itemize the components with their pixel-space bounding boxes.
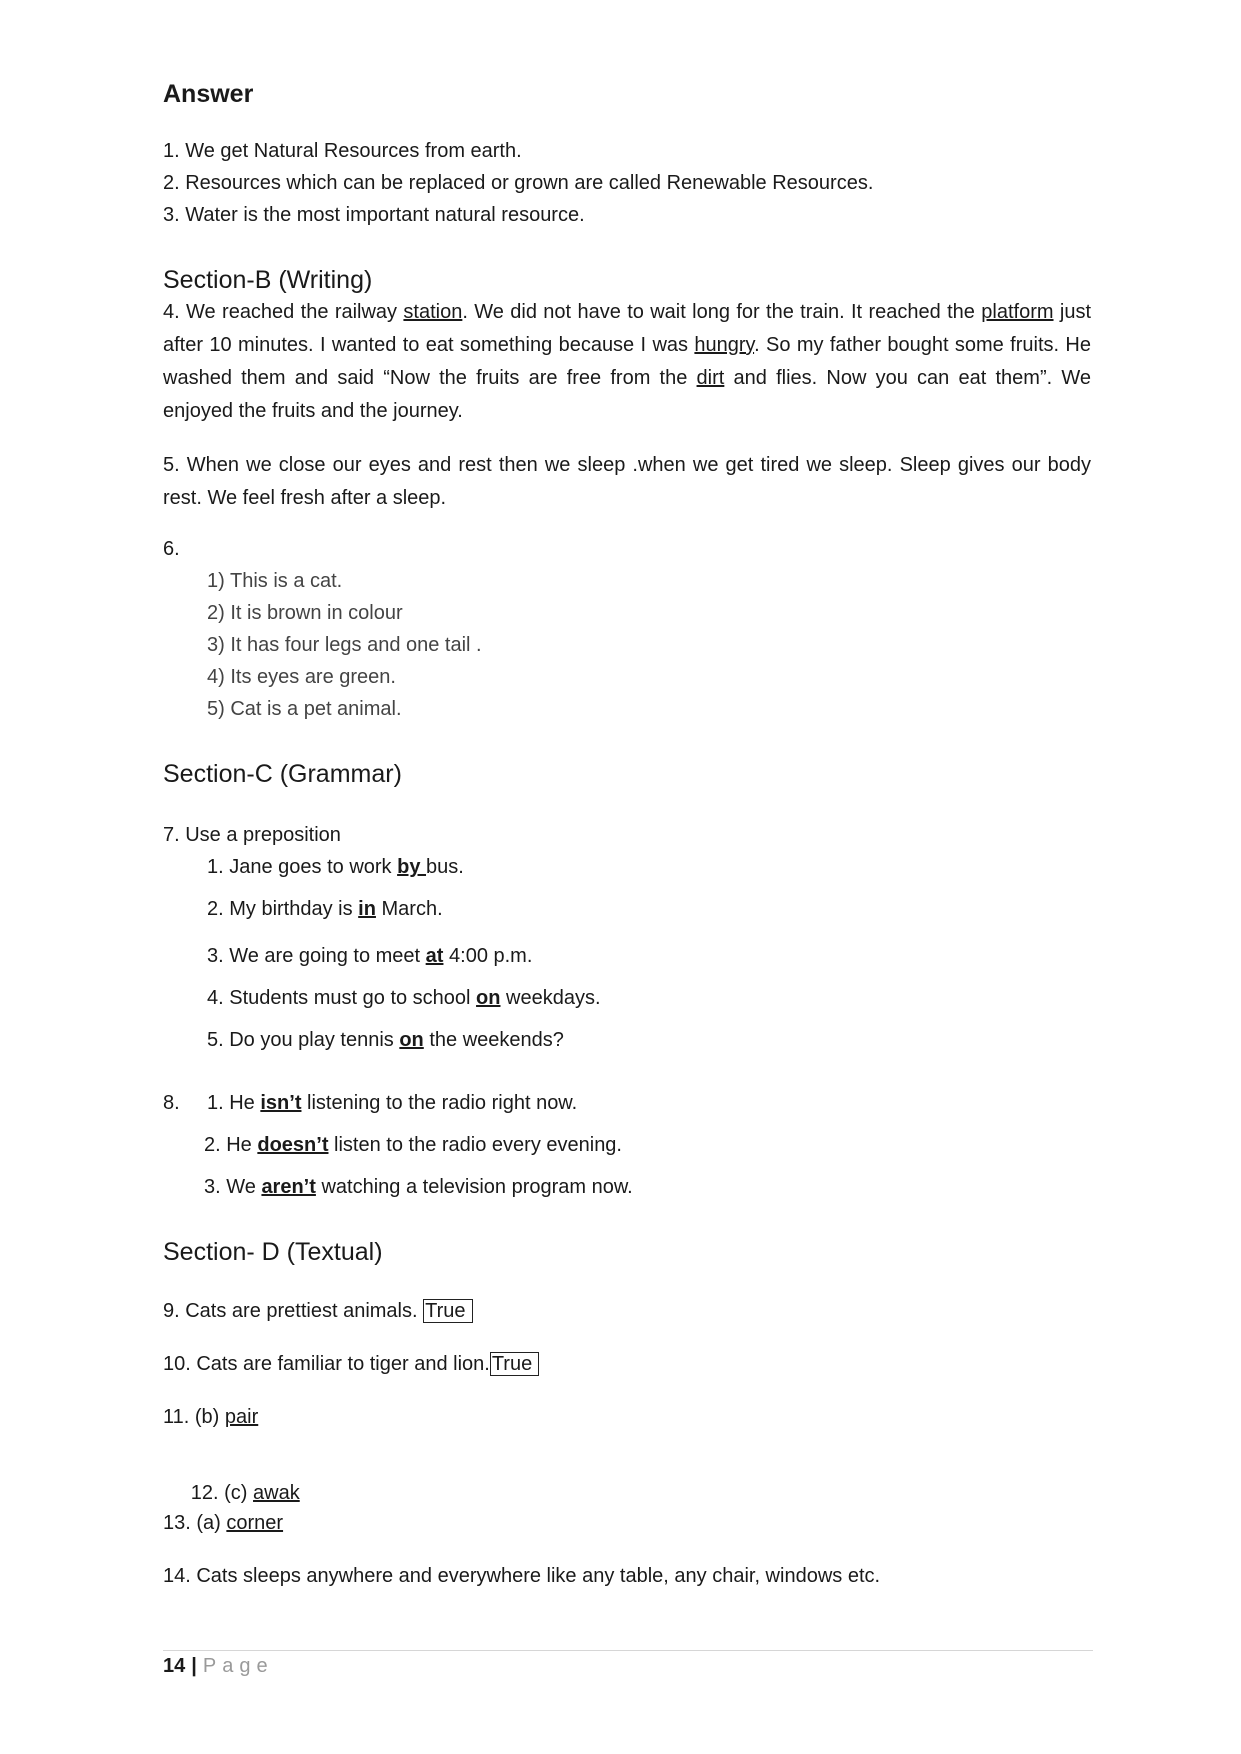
q8-item-3-rest: watching a television program now. [315, 1176, 633, 1198]
question-9 [163, 1300, 473, 1323]
answer-line-3: 3. Water is the most important natural resource. [163, 204, 585, 226]
q10-answer-box: True [490, 1352, 539, 1376]
q4-text-2: . We did not have to wait long for the train. It reached the [462, 301, 982, 323]
page-number: 14 [163, 1655, 186, 1677]
q7-item-5 [207, 1029, 564, 1052]
q13-answer: corner [226, 1512, 284, 1534]
q4-answer-hungry: hungry [694, 334, 755, 356]
q4-answer-dirt: dirt [696, 367, 725, 389]
q7-item-2-answer: in [358, 898, 376, 920]
q4-answer-station: station [403, 301, 463, 323]
q8-item-2-rest: listen to the radio every evening. [328, 1134, 622, 1156]
section-d-title: Section- D (Textual) [163, 1238, 383, 1266]
q7-item-3-answer: at [425, 945, 444, 967]
q12-text: 12. (c) [185, 1482, 254, 1504]
q7-item-1-text: 1. Jane goes to work [207, 856, 398, 878]
q12-answer: awak [253, 1482, 300, 1504]
answer-line-2: 2. Resources which can be replaced or grown are called Renewable Resources. [163, 172, 874, 194]
q10-text: 10. Cats are familiar to tiger and lion. [163, 1353, 490, 1375]
footer-divider [163, 1650, 1093, 1651]
q9-text: 9. Cats are prettiest animals. [163, 1300, 424, 1322]
q6-item-1: 1) This is a cat. [207, 570, 343, 592]
q8-item-2 [204, 1134, 622, 1157]
question-4-paragraph [163, 296, 1091, 428]
q7-item-5-answer: on [399, 1029, 424, 1051]
q4-text-4: . So my father bought some fruits. He washed them and said “Now the fruits are free from the [163, 334, 1091, 389]
q7-item-3 [207, 945, 532, 968]
section-c-title: Section-C (Grammar) [163, 760, 402, 788]
q7-item-2-rest: March. [375, 898, 443, 920]
q7-item-4-answer: on [476, 987, 501, 1009]
question-8-label: 8. [163, 1092, 180, 1114]
q4-text-5: and flies. Now you can eat them”. We enjoyed the fruits and the journey. [163, 367, 1091, 422]
q8-item-1-rest: listening to the radio right now. [301, 1092, 578, 1114]
q13-text: 13. (a) [163, 1512, 227, 1534]
q7-item-5-rest: the weekends? [423, 1029, 564, 1051]
q9-answer-box: True [423, 1299, 472, 1323]
q7-item-2-text: 2. My birthday is [207, 898, 359, 920]
q7-item-5-text: 5. Do you play tennis [207, 1029, 400, 1051]
q8-item-1 [207, 1092, 577, 1115]
q8-item-1-answer: isn’t [260, 1092, 302, 1114]
q8-item-3-text: 3. We [204, 1176, 262, 1198]
q11-answer: pair [224, 1406, 259, 1428]
q4-text-3: just after 10 minutes. I wanted to eat something because I was [163, 301, 1091, 356]
q7-item-2 [207, 898, 443, 921]
q6-item-2: 2) It is brown in colour [207, 602, 403, 624]
question-7-label: 7. Use a preposition [163, 824, 341, 846]
question-14: 14. Cats sleeps anywhere and everywhere like any table, any chair, windows etc. [163, 1565, 881, 1587]
question-5-paragraph: 5. When we close our eyes and rest then we sleep .when we get tired we sleep. Sleep gives our body rest. We feel fresh after a sleep. [163, 454, 1091, 509]
q7-item-4 [207, 987, 601, 1010]
answer-line-1: 1. We get Natural Resources from earth. [163, 140, 522, 162]
section-b-title: Section-B (Writing) [163, 266, 373, 294]
q7-item-4-rest: weekdays. [500, 987, 601, 1009]
q8-item-1-text: 1. He [207, 1092, 261, 1114]
q6-item-4: 4) Its eyes are green. [207, 666, 396, 688]
q8-item-2-answer: doesn’t [257, 1134, 329, 1156]
q7-item-1-answer: by [397, 856, 427, 878]
question-11 [163, 1406, 258, 1429]
q8-item-3-answer: aren’t [261, 1176, 316, 1198]
q7-item-4-text: 4. Students must go to school [207, 987, 477, 1009]
q4-text-1: 4. We reached the railway [163, 301, 404, 323]
q6-item-3: 3) It has four legs and one tail . [207, 634, 482, 656]
page-word: Page [202, 1655, 274, 1677]
q11-text: 11. (b) [163, 1406, 225, 1428]
answer-heading: Answer [163, 80, 254, 108]
question-10 [163, 1353, 539, 1376]
q7-item-3-rest: 4:00 p.m. [443, 945, 533, 967]
q7-item-1 [207, 856, 464, 879]
question-13 [163, 1512, 283, 1535]
q4-answer-platform: platform [981, 301, 1054, 323]
footer-separator: | [191, 1655, 197, 1677]
q7-item-1-rest: bus. [426, 856, 464, 878]
q8-item-2-text: 2. He [204, 1134, 258, 1156]
q8-item-3 [204, 1176, 633, 1199]
q7-item-3-text: 3. We are going to meet [207, 945, 426, 967]
question-6-label: 6. [163, 538, 180, 560]
page-footer [163, 1655, 274, 1678]
q6-item-5: 5) Cat is a pet animal. [207, 698, 402, 720]
